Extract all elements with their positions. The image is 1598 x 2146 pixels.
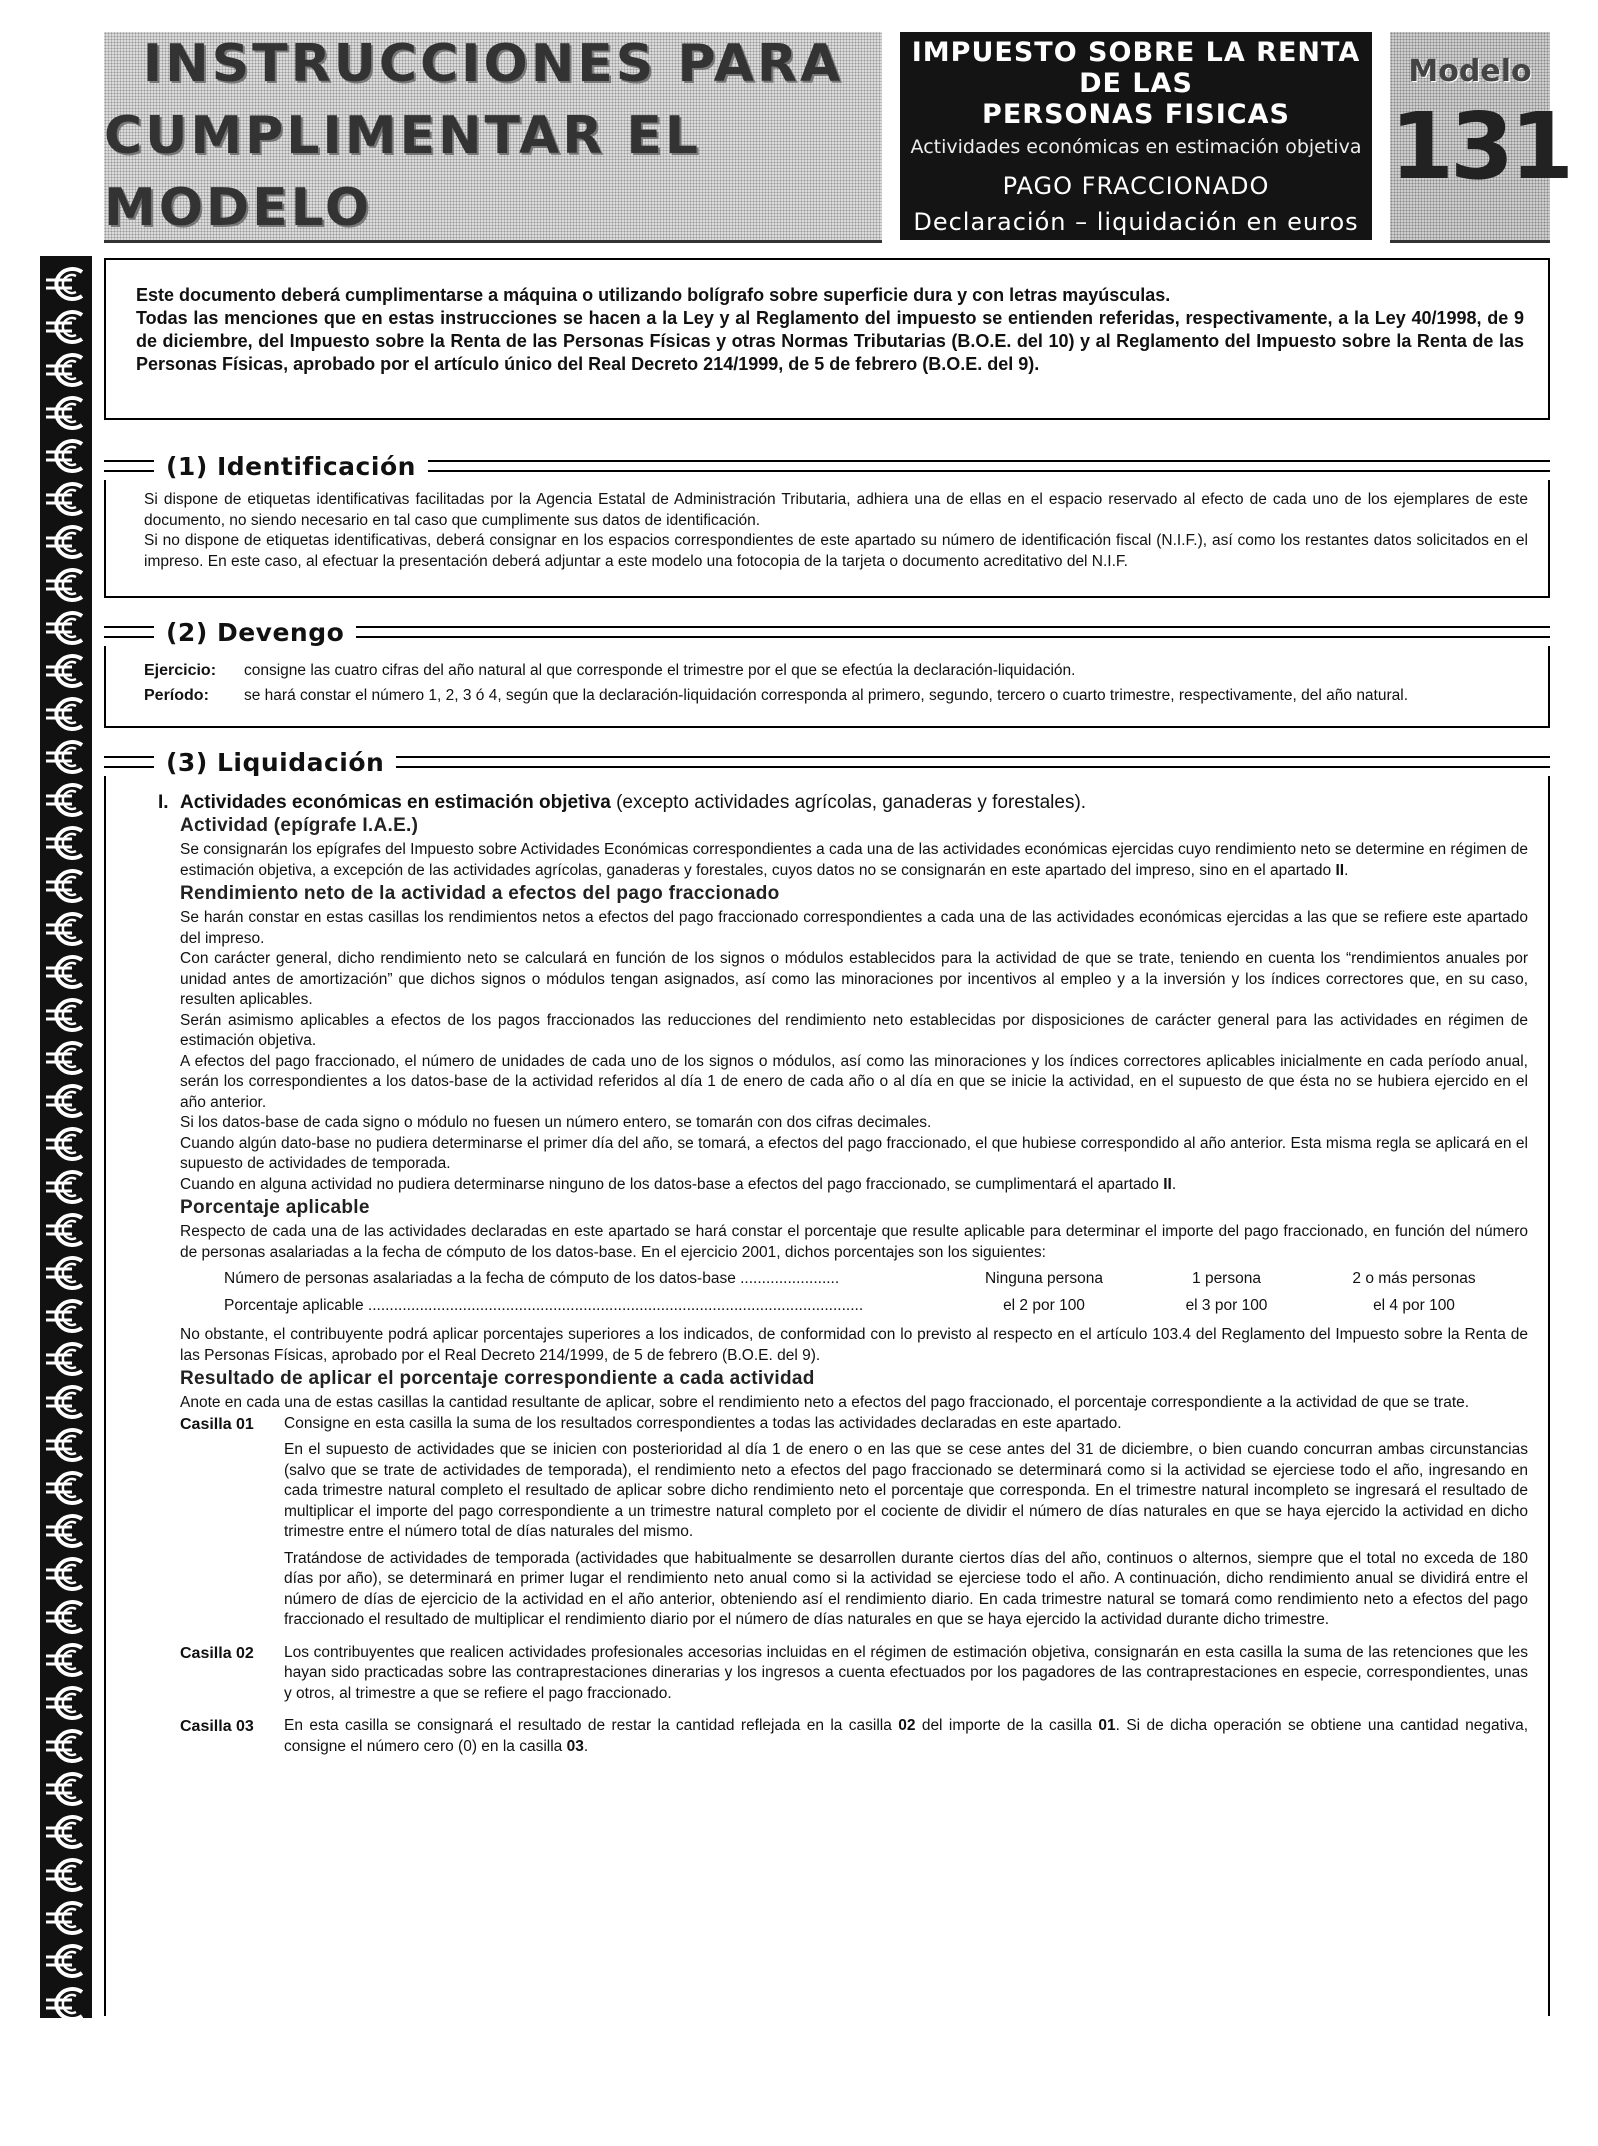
activity-heading-bold: Actividades económicas en estimación objetiva	[180, 792, 611, 813]
table-row-label: Porcentaje aplicable ...................................................................................................................	[224, 1297, 864, 1314]
heading-rule-left	[104, 626, 154, 638]
section-heading-devengo	[104, 617, 1550, 647]
text-span: En esta casilla se consignará el resultado de restar la cantidad reflejada en la casilla	[284, 1717, 899, 1734]
text-span: del importe de la casilla	[915, 1717, 1099, 1734]
euro-glyph-icon	[46, 742, 82, 772]
casilla-01-paragraph-3: Tratándose de actividades de temporada (actividades que habitualmente se desarrollen durante ciertos días del año, continuos o alternos, siempre que el total no exceda de 180 días por año), se determinará en primer lugar el rendimiento neto anual como si la actividad se ejerciese todo el año. A continuación, dicho rendimiento anual se dividirá entre el número de días de ejercicio de la actividad en el año anterior, obteniendo así el rendimiento diario. En cada trimestre natural se tomará como rendimiento neto a efectos del pago fraccionado el resultado de multiplicar el rendimiento diario por el número de días naturales en que se haya ejercido la actividad durante dicho trimestre.	[284, 1549, 1528, 1628]
heading-rule-right	[356, 626, 1550, 638]
table-cell: 1 persona	[1192, 1270, 1261, 1287]
euro-glyph-icon	[46, 1860, 82, 1890]
rendimiento-paragraph-5: Si los datos-base de cada signo o módulo no fuesen un número entero, se tomarán con dos cifras decimales.	[180, 1114, 932, 1131]
modelo-badge	[1390, 32, 1571, 243]
section-body-identificacion	[104, 480, 1550, 598]
bold-ref: II	[1335, 861, 1345, 879]
bold-ref: 02	[898, 1717, 916, 1734]
section-title: (1) Identificación	[166, 451, 416, 481]
intro-line2: Todas las menciones que en estas instrucciones se hacen a la Ley y al Reglamento del impuesto se entienden referidas, respectivamente, a la Ley 40/1998, de 9 de diciembre, del Impuesto sobre la Renta de las Personas Físicas y otras Normas Tributarias (B.O.E. del 10) y al Reglamento del Impuesto sobre la Renta de las Personas Físicas, aprobado por el artículo único del Real Decreto 214/1999, de 5 de febrero (B.O.E. del 9).	[136, 308, 1524, 374]
table-cell: 2 o más personas	[1352, 1270, 1476, 1287]
euro-glyph-icon	[46, 1774, 82, 1804]
casilla-01-block	[180, 1414, 1528, 1637]
rendimiento-paragraph-2: Con carácter general, dicho rendimiento neto se calculará en función de los signos o módulos establecidos para la actividad de que se trate, teniendo en cuenta los “rendimientos anuales por unidad antes de amortización” que dichos signos o módulos tengan asignados, así como las minoraciones por incentivos al empleo y a la inversión y los índices correctores que, en su caso, resulten aplicables.	[180, 950, 1528, 1008]
section-title: (3) Liquidación	[166, 747, 385, 777]
euro-glyph-icon	[46, 1000, 82, 1030]
ejercicio-row	[144, 660, 1528, 681]
porcentaje-paragraph-2: No obstante, el contribuyente podrá aplicar porcentajes superiores a los indicados, de conformidad con lo previsto al respecto en el artículo 103.4 del Reglamento del Impuesto sobre la Renta de las Personas Físicas, aprobado por el Real Decreto 214/1999, de 5 de febrero (B.O.E. del 9).	[180, 1326, 1528, 1364]
activity-heading-rest: (excepto actividades agrícolas, ganaderas y forestales).	[610, 792, 1087, 813]
euro-glyph-icon	[46, 785, 82, 815]
rendimiento-paragraph-4: A efectos del pago fraccionado, el número de unidades de cada uno de los signos o módulos, así como las minoraciones y los índices correctores aplicables inicialmente en cada período anual, serán los correspondientes a los datos-base de la actividad referidos al día 1 de enero de cada año o al día en que se inicie la actividad, en el supuesto de que ésta no se hubiera ejercido en el año anterior.	[180, 1052, 1528, 1111]
table-row	[224, 1292, 1528, 1319]
euro-glyph-icon	[46, 871, 82, 901]
rendimiento-paragraph-3: Serán asimismo aplicables a efectos de los pagos fraccionados las reducciones del rendimiento neto establecidas por disposiciones de carácter general para las actividades en régimen de estimación objetiva.	[180, 1011, 1528, 1049]
section-title: (2) Devengo	[166, 617, 345, 647]
porcentaje-paragraph-1: Respecto de cada una de las actividades declaradas en este apartado se hará constar el porcentaje que resulte aplicable para determinar el importe del pago fraccionado, en función del número de personas asalariadas a la fecha de cómputo de los datos-base. En el ejercicio 2001, dichos porcentajes son los siguientes:	[180, 1223, 1528, 1261]
euro-glyph-icon	[46, 1301, 82, 1331]
table-cell: el 4 por 100	[1373, 1297, 1455, 1314]
periodo-label: Período:	[144, 687, 209, 704]
header-title-box	[104, 32, 882, 243]
euro-glyph-icon	[46, 656, 82, 686]
modelo-number: 131	[1390, 93, 1571, 200]
euro-glyph-icon	[46, 355, 82, 385]
section-heading-liquidacion	[104, 747, 1550, 777]
casilla-02-block	[180, 1643, 1528, 1711]
table-row	[224, 1265, 1528, 1292]
tax-subtitle: Actividades económicas en estimación objetiva	[910, 135, 1362, 158]
section-body-liquidacion	[104, 776, 1550, 2016]
euro-glyph-icon	[46, 613, 82, 643]
tax-title-line1: IMPUESTO SOBRE LA RENTA DE LAS	[911, 36, 1361, 99]
bold-ref: 01	[1098, 1717, 1116, 1734]
text-span: .	[1171, 1175, 1177, 1193]
euro-glyph-icon	[46, 1817, 82, 1847]
tax-title-line2: PERSONAS FISICAS	[982, 98, 1290, 130]
header-title-line2: CUMPLIMENTAR EL MODELO	[104, 106, 701, 238]
rendimiento-paragraph-6: Cuando algún dato-base no pudiera determinarse el primer día del año, se tomará, a efectos del pago fraccionado, el que hubiese correspondido al año anterior. Esta misma regla se aplicará en el supuesto de actividades de temporada.	[180, 1134, 1528, 1172]
euro-glyph-icon	[46, 1430, 82, 1460]
euro-glyph-icon	[46, 1215, 82, 1245]
table-cell: el 2 por 100	[1003, 1297, 1085, 1314]
rendimiento-heading: Rendimiento neto de la actividad a efectos del pago fraccionado	[180, 883, 780, 904]
euro-glyph-icon	[46, 312, 82, 342]
periodo-text: se hará constar el número 1, 2, 3 ó 4, según que la declaración-liquidación corresponda al primero, segundo, tercero o cuarto trimestre, respectivamente, del año natural.	[244, 687, 1409, 704]
modelo-label: Modelo	[1408, 54, 1532, 89]
euro-glyph-icon	[46, 699, 82, 729]
ident-paragraph-1: Si dispone de etiquetas identificativas facilitadas por la Agencia Estatal de Administración Tributaria, adhiera una de ellas en el espacio reservado al efecto de cada uno de los ejemplares de este documento, no siendo necesario en tal caso que cumplimente sus datos de identificación.	[144, 491, 1528, 529]
casilla-02-text	[284, 1643, 1528, 1711]
euro-glyph-icon	[46, 1172, 82, 1202]
euro-glyph-icon	[46, 1989, 82, 2018]
ejercicio-label: Ejercicio:	[144, 662, 217, 679]
text-span: Se consignarán los epígrafes del Impuesto sobre Actividades Económicas correspondientes a cada una de las actividades económicas ejercidas cuyo rendimiento neto se determine en régimen de estimación objetiva, a excepción de las actividades agrícolas, ganaderas y forestales, cuyos datos no se consignarán en este apartado del impreso, sino en el apartado	[180, 841, 1528, 879]
euro-glyph-icon	[46, 1688, 82, 1718]
bold-ref: II	[1163, 1175, 1172, 1193]
pago-fraccionado-label: PAGO FRACCIONADO	[1002, 171, 1270, 200]
ident-paragraph-2: Si no dispone de etiquetas identificativas, deberá consignar en los espacios correspondientes de este apartado su número de identificación fiscal (N.I.F.), así como los restantes datos solicitados en el impreso. En este caso, al efectuar la presentación deberá adjuntar a este modelo una fotocopia de la tarjeta o documento acreditativo del N.I.F.	[144, 532, 1528, 570]
euro-glyph-icon	[46, 1559, 82, 1589]
resultado-paragraph: Anote en cada una de estas casillas la cantidad resultante de aplicar, sobre el rendimiento neto a efectos del pago fraccionado, el porcentaje correspondiente a la actividad de que se trate.	[180, 1394, 1470, 1411]
section-body-devengo	[104, 646, 1550, 728]
resultado-heading: Resultado de aplicar el porcentaje correspondiente a cada actividad	[180, 1368, 815, 1389]
bold-ref: 03	[566, 1737, 584, 1755]
euro-glyph-icon	[46, 527, 82, 557]
euro-glyph-icon	[46, 1602, 82, 1632]
casilla-01-paragraph-2: En el supuesto de actividades que se inicien con posterioridad al día 1 de enero o en las que se cese antes del 31 de diciembre, o bien cuando concurran ambas circunstancias (salvo que se trate de actividades de temporada), el rendimiento neto a efectos del pago fraccionado se determinará como si la actividad se ejerciese todo el año, ingresando en cada trimestre natural completo el resultado de aplicar sobre dicho rendimiento neto el porcentaje que corresponda. En el trimestre natural incompleto se ingresará el resultado de multiplicar el importe del pago correspondiente a un trimestre natural completo por el cociente de dividir el número de días naturales en que se haya ejercido la actividad en dicho trimestre entre el número total de días naturales del mismo.	[284, 1441, 1528, 1540]
text-span: .	[1344, 861, 1349, 879]
euro-glyph-icon	[46, 914, 82, 944]
euro-glyph-icon	[46, 269, 82, 299]
euro-glyph-icon	[46, 1344, 82, 1374]
heading-rule-left	[104, 756, 154, 768]
declaracion-label: Declaración – liquidación en euros	[913, 207, 1359, 236]
periodo-row	[144, 685, 1528, 706]
casilla-03-text	[284, 1716, 1528, 1763]
header-title-line1: INSTRUCCIONES PARA	[142, 34, 844, 94]
casilla-01-paragraph-1: Consigne en esta casilla la suma de los resultados correspondientes a todas las actividades declaradas en este apartado.	[284, 1414, 1122, 1432]
table-row-label: Número de personas asalariadas a la fecha de cómputo de los datos-base .......................	[224, 1270, 840, 1287]
intro-line1: Este documento deberá cumplimentarse a máquina o utilizando bolígrafo sobre superficie dura y con letras mayúsculas.	[136, 285, 1171, 305]
euro-glyph-icon	[46, 398, 82, 428]
heading-rule-right	[428, 460, 1550, 472]
heading-rule-right	[396, 756, 1550, 768]
section-heading-identificacion	[104, 451, 1550, 481]
euro-glyph-icon	[46, 1473, 82, 1503]
rendimiento-paragraph-7	[180, 1175, 1528, 1196]
actividad-paragraph	[180, 840, 1528, 881]
decorative-side-strip	[40, 256, 92, 2018]
roman-numeral: I.	[158, 792, 169, 813]
euro-glyph-icon	[46, 828, 82, 858]
casilla-01-label: Casilla 01	[180, 1415, 254, 1433]
euro-glyph-icon	[46, 1731, 82, 1761]
rendimiento-paragraph-1: Se harán constar en estas casillas los rendimientos netos a efectos del pago fraccionado correspondientes a cada una de las actividades económicas ejercidas a las que se refiere este apartado del impreso.	[180, 909, 1528, 947]
activity-main-heading	[180, 792, 1528, 813]
euro-glyph-icon	[46, 957, 82, 987]
euro-glyph-icon	[46, 1258, 82, 1288]
porcentaje-table	[224, 1265, 1528, 1319]
text-span: .	[583, 1737, 589, 1755]
text-span: Cuando en alguna actividad no pudiera determinarse ninguno de los datos-base a efectos del pago fraccionado, se cumplimentará el apartado	[180, 1175, 1164, 1193]
euro-glyph-icon	[46, 441, 82, 471]
casilla-02-paragraph-1: Los contribuyentes que realicen actividades profesionales accesorias incluidas en el régimen de estimación objetiva, consignarán en esta casilla la suma de las retenciones que les hayan sido practicadas sobre las contraprestaciones dinerarias y los ingresos a cuenta efectuados por los pagadores de las contraprestaciones en especie, correspondientes, unas y otros, al trimestre a que se refiere el pago fraccionado.	[284, 1643, 1528, 1702]
porcentaje-heading: Porcentaje aplicable	[180, 1197, 370, 1218]
casilla-01-text	[284, 1414, 1528, 1637]
heading-rule-left	[104, 460, 154, 472]
intro-box	[104, 258, 1550, 420]
header-tax-box	[900, 32, 1372, 240]
casilla-03-block	[180, 1716, 1528, 1763]
casilla-02-label: Casilla 02	[180, 1644, 254, 1662]
liquidacion-content	[180, 792, 1528, 1763]
euro-glyph-icon	[46, 1387, 82, 1417]
actividad-heading: Actividad (epígrafe I.A.E.)	[180, 815, 419, 836]
euro-glyph-icon	[46, 570, 82, 600]
table-cell: el 3 por 100	[1185, 1297, 1268, 1314]
text-span: . Si de dicha operación se obtiene una cantidad negativa, consigne el número cero (0) en la casilla	[284, 1717, 1529, 1755]
table-cell: Ninguna persona	[984, 1270, 1104, 1287]
euro-glyph-icon	[46, 484, 82, 514]
euro-glyph-icon	[46, 1645, 82, 1675]
euro-glyph-icon	[46, 1903, 82, 1933]
euro-glyph-icon	[46, 1043, 82, 1073]
casilla-03-label: Casilla 03	[180, 1718, 254, 1735]
casilla-03-paragraph	[284, 1716, 1528, 1757]
euro-pattern-icon	[40, 256, 92, 2018]
ejercicio-text: consigne las cuatro cifras del año natural al que corresponde el trimestre por el que se efectúa la declaración-liquidación.	[244, 662, 1076, 679]
euro-glyph-icon	[46, 1946, 82, 1976]
euro-glyph-icon	[46, 1129, 82, 1159]
euro-glyph-icon	[46, 1086, 82, 1116]
euro-glyph-icon	[46, 1516, 82, 1546]
